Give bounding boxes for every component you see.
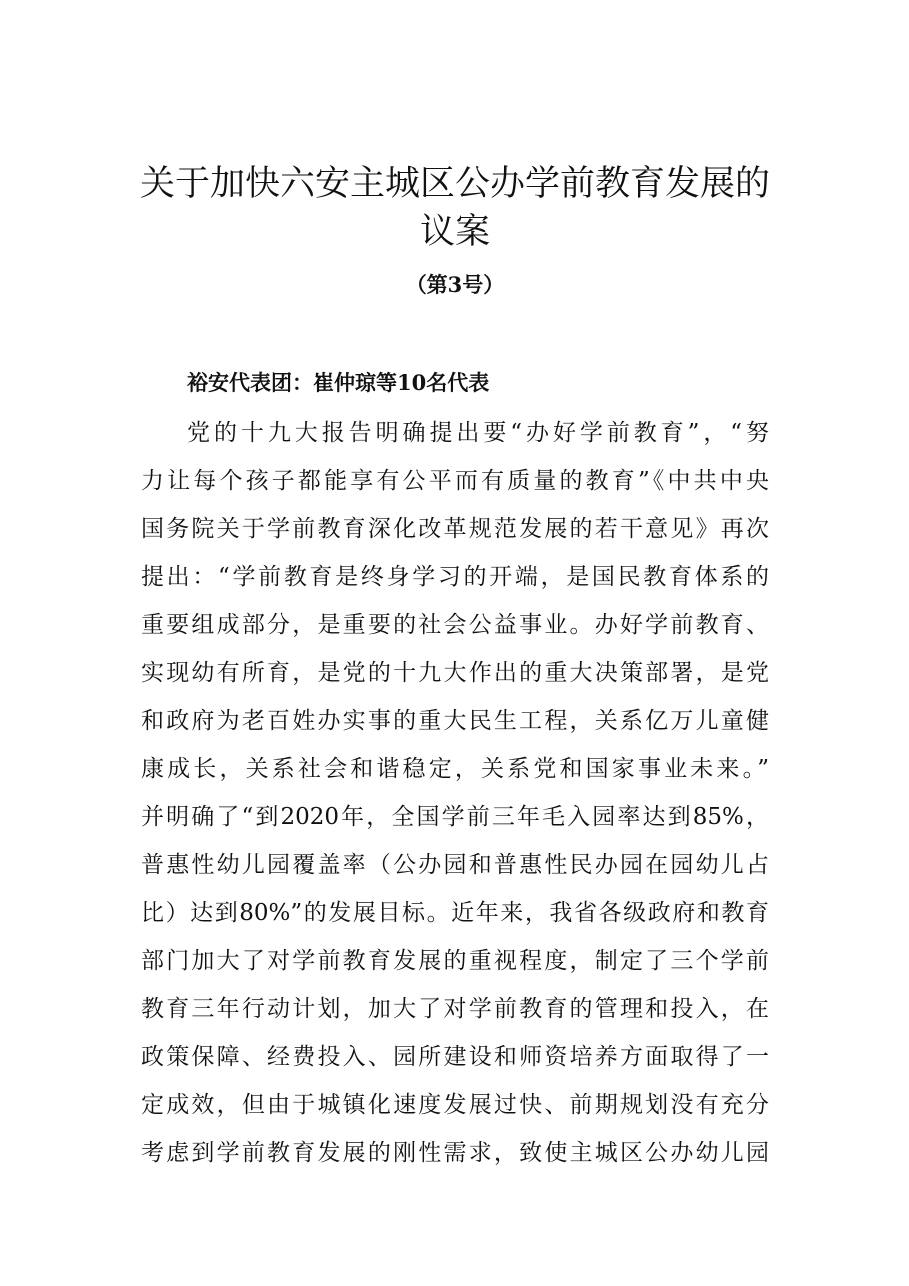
body-line: 普惠性幼儿园覆盖率（公办园和普惠性民办园在园幼儿占: [141, 852, 769, 878]
body-line: 提出：“学前教育是终身学习的开端，是国民教育体系的: [141, 564, 769, 590]
body-line: 康成长，关系社会和谐稳定，关系党和国家事业未来。”: [141, 756, 769, 782]
body-line: 重要组成部分，是重要的社会公益事业。办好学前教育、: [141, 612, 769, 638]
document-title: [120, 160, 790, 256]
body-line: 和政府为老百姓办实事的重大民生工程，关系亿万儿童健: [141, 708, 769, 734]
body-line: 教育三年行动计划，加大了对学前教育的管理和投入，在: [141, 996, 769, 1022]
document-number: （第3号）: [405, 272, 505, 297]
body-line: 党的十九大报告明确提出要“办好学前教育”，“努: [187, 420, 769, 446]
body-line: 考虑到学前教育发展的刚性需求，致使主城区公办幼儿园: [141, 1140, 769, 1166]
body-line: 实现幼有所育，是党的十九大作出的重大决策部署，是党: [141, 660, 769, 686]
body-line: 部门加大了对学前教育发展的重视程度，制定了三个学前: [141, 948, 769, 974]
body-line: 国务院关于学前教育深化改革规范发展的若干意见》再次: [141, 516, 769, 542]
body-line: 比）达到80%”的发展目标。近年来，我省各级政府和教育: [141, 900, 769, 926]
body-line: 定成效，但由于城镇化速度发展过快、前期规划没有充分: [141, 1092, 769, 1118]
title-line-1: 关于加快六安主城区公办学前教育发展的: [139, 164, 770, 204]
body-line: 并明确了“到2020年，全国学前三年毛入园率达到85%，: [141, 804, 769, 830]
title-line-2: 议案: [419, 212, 490, 252]
proposer-line: 裕安代表团：崔仲琼等10名代表: [187, 370, 490, 395]
body-line: 力让每个孩子都能享有公平而有质量的教育”《中共中央: [141, 468, 769, 494]
body-line: 政策保障、经费投入、园所建设和师资培养方面取得了一: [141, 1044, 769, 1070]
